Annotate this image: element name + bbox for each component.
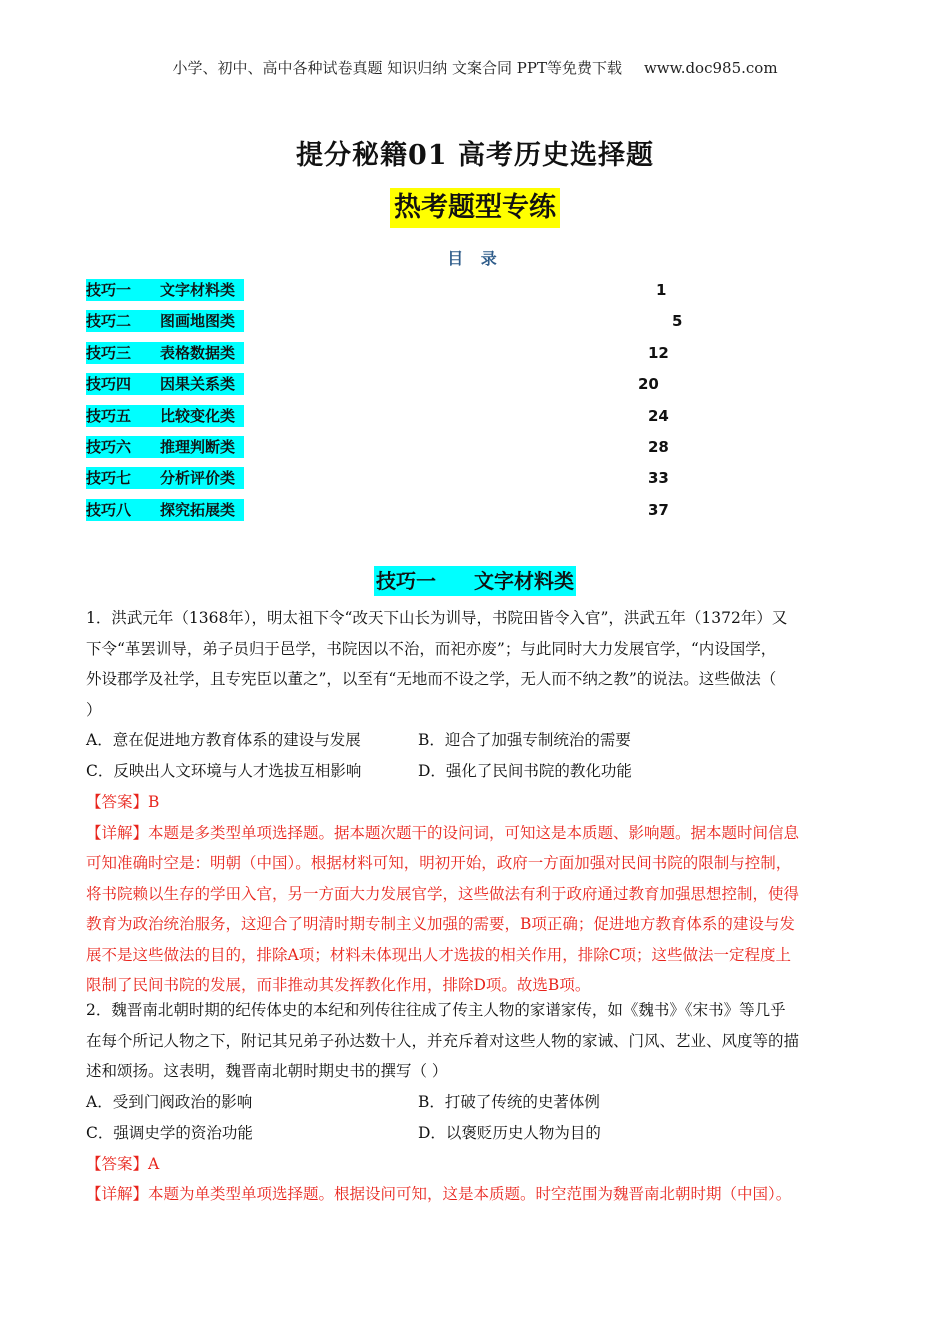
toc-item-label: 因果关系类 <box>160 375 236 393</box>
answer-line <box>86 1149 864 1180</box>
question-stem: 2．魏晋南北朝时期的纪传体史的本纪和列传往往成了传主人物的家谱家传，如《魏书》《宋书》等几乎 在每个所记人物之下，附记其兄弟子孙达数十人，并充斥着对这些人物的家诫、门风、艺业、风度等的描 述和颂扬。这表明，魏晋南北朝时期史书的撰写（ ） <box>86 1001 800 1080</box>
toc-item-page: 33 <box>648 469 669 487</box>
option-a[interactable]: A．受到门阀政治的影响 <box>86 1092 253 1111</box>
option-d[interactable]: D．强化了民间书院的教化功能 <box>418 762 632 780</box>
subtitle-container <box>0 188 950 228</box>
toc-item-number: 技巧二 <box>86 312 132 330</box>
answer-value: A <box>148 1154 160 1173</box>
toc-item-number: 技巧一 <box>86 281 132 299</box>
answer-value: B <box>148 793 160 811</box>
toc-item-label: 表格数据类 <box>160 344 236 362</box>
toc-item-label: 比较变化类 <box>160 407 236 425</box>
question-1 <box>86 603 864 1001</box>
toc-item-number: 技巧七 <box>86 469 132 487</box>
option-c[interactable]: C．强调史学的资治功能 <box>86 1123 253 1142</box>
detail-tag: 【详解】 <box>86 823 149 842</box>
toc-item-number: 技巧五 <box>86 407 132 425</box>
answer-tag: 【答案】 <box>86 793 149 811</box>
question-2 <box>86 995 864 1210</box>
document-title: 提分秘籍01 高考历史选择题 <box>296 140 654 171</box>
toc-item-label: 图画地图类 <box>160 312 236 330</box>
header-text: 小学、初中、高中各种试卷真题 知识归纳 文案合同 PPT等免费下载 <box>172 59 622 77</box>
section-label: 文字材料类 <box>474 569 574 593</box>
toc-item-page: 5 <box>672 312 683 330</box>
options-row <box>86 725 864 756</box>
toc-item-page: 20 <box>638 375 659 393</box>
toc-item-number: 技巧三 <box>86 344 132 362</box>
options-row <box>86 1087 864 1118</box>
option-c[interactable]: C．反映出人文环境与人才选拔互相影响 <box>86 762 362 780</box>
document-subtitle: 热考题型专练 <box>390 188 560 228</box>
toc-item-page: 28 <box>648 438 669 456</box>
question-stem: 1．洪武元年（1368年），明太祖下令“改天下山长为训导，书院田皆令入官”，洪武五年（1372年）又 下令“革罢训导，弟子员归于邑学，书院因以不治，而祀亦废”；与此同时大力发展官学，“内设国学， 外设郡学及社学，且专宪臣以董之”，以至有“无地而不设之学，无人而不纳之教”的说法。这些做法（ ） <box>86 609 788 719</box>
answer-tag: 【答案】 <box>86 1154 149 1173</box>
toc-item-label: 探究拓展类 <box>160 501 236 519</box>
section-heading-container <box>0 566 950 596</box>
toc-item-page: 24 <box>648 407 669 425</box>
options-row <box>86 756 864 787</box>
option-b[interactable]: B．迎合了加强专制统治的需要 <box>418 731 631 749</box>
toc-item-page: 12 <box>648 344 669 362</box>
toc-item-number: 技巧六 <box>86 438 132 456</box>
section-number: 技巧一 <box>376 569 436 593</box>
toc-item-page: 1 <box>656 281 667 299</box>
header-url[interactable]: www.doc985.com <box>643 59 778 77</box>
option-d[interactable]: D．以褒贬历史人物为目的 <box>418 1123 601 1142</box>
options-row <box>86 1118 864 1149</box>
detail-explanation: 【详解】本题是多类型单项选择题。据本题次题干的设问词，可知这是本质题、影响题。据本题时间信息 可知准确时空是：明朝（中国）。根据材料可知，明初开始，政府一方面加强对民间书院的限制与控制， 将书院赖以生存的学田入官，另一方面大力发展官学，这些做法有利于政府通过教育加强思想控制，使得 教育为政治统治服务，这迎合了明清时期专制主义加强的需要，B项正确；促进地方教育体系的建设与发 展不是这些做法的目的，排除A项；材料未体现出人才选拔的相关作用，排除C项；这些做法一定程度上 限制了民间书院的发展，而非推动其发挥教化作用，排除D项。故选B项。 <box>86 823 800 994</box>
toc-item-label: 文字材料类 <box>160 281 236 299</box>
page-header <box>0 57 950 78</box>
toc-item-label: 推理判断类 <box>160 438 236 456</box>
detail-explanation: 【详解】本题为单类型单项选择题。根据设问可知，这是本质题。时空范围为魏晋南北朝时期（中国）。 <box>86 1185 792 1203</box>
toc-item-number: 技巧四 <box>86 375 132 393</box>
toc-item-label: 分析评价类 <box>160 469 236 487</box>
toc-item-number: 技巧八 <box>86 501 132 519</box>
detail-tag: 【详解】 <box>86 1185 149 1203</box>
option-a[interactable]: A．意在促进地方教育体系的建设与发展 <box>86 731 361 749</box>
answer-line <box>86 787 864 818</box>
option-b[interactable]: B．打破了传统的史著体例 <box>418 1092 600 1111</box>
toc-title: 目 录 <box>447 249 503 268</box>
toc-item-page: 37 <box>648 501 669 519</box>
section-heading <box>374 566 576 596</box>
